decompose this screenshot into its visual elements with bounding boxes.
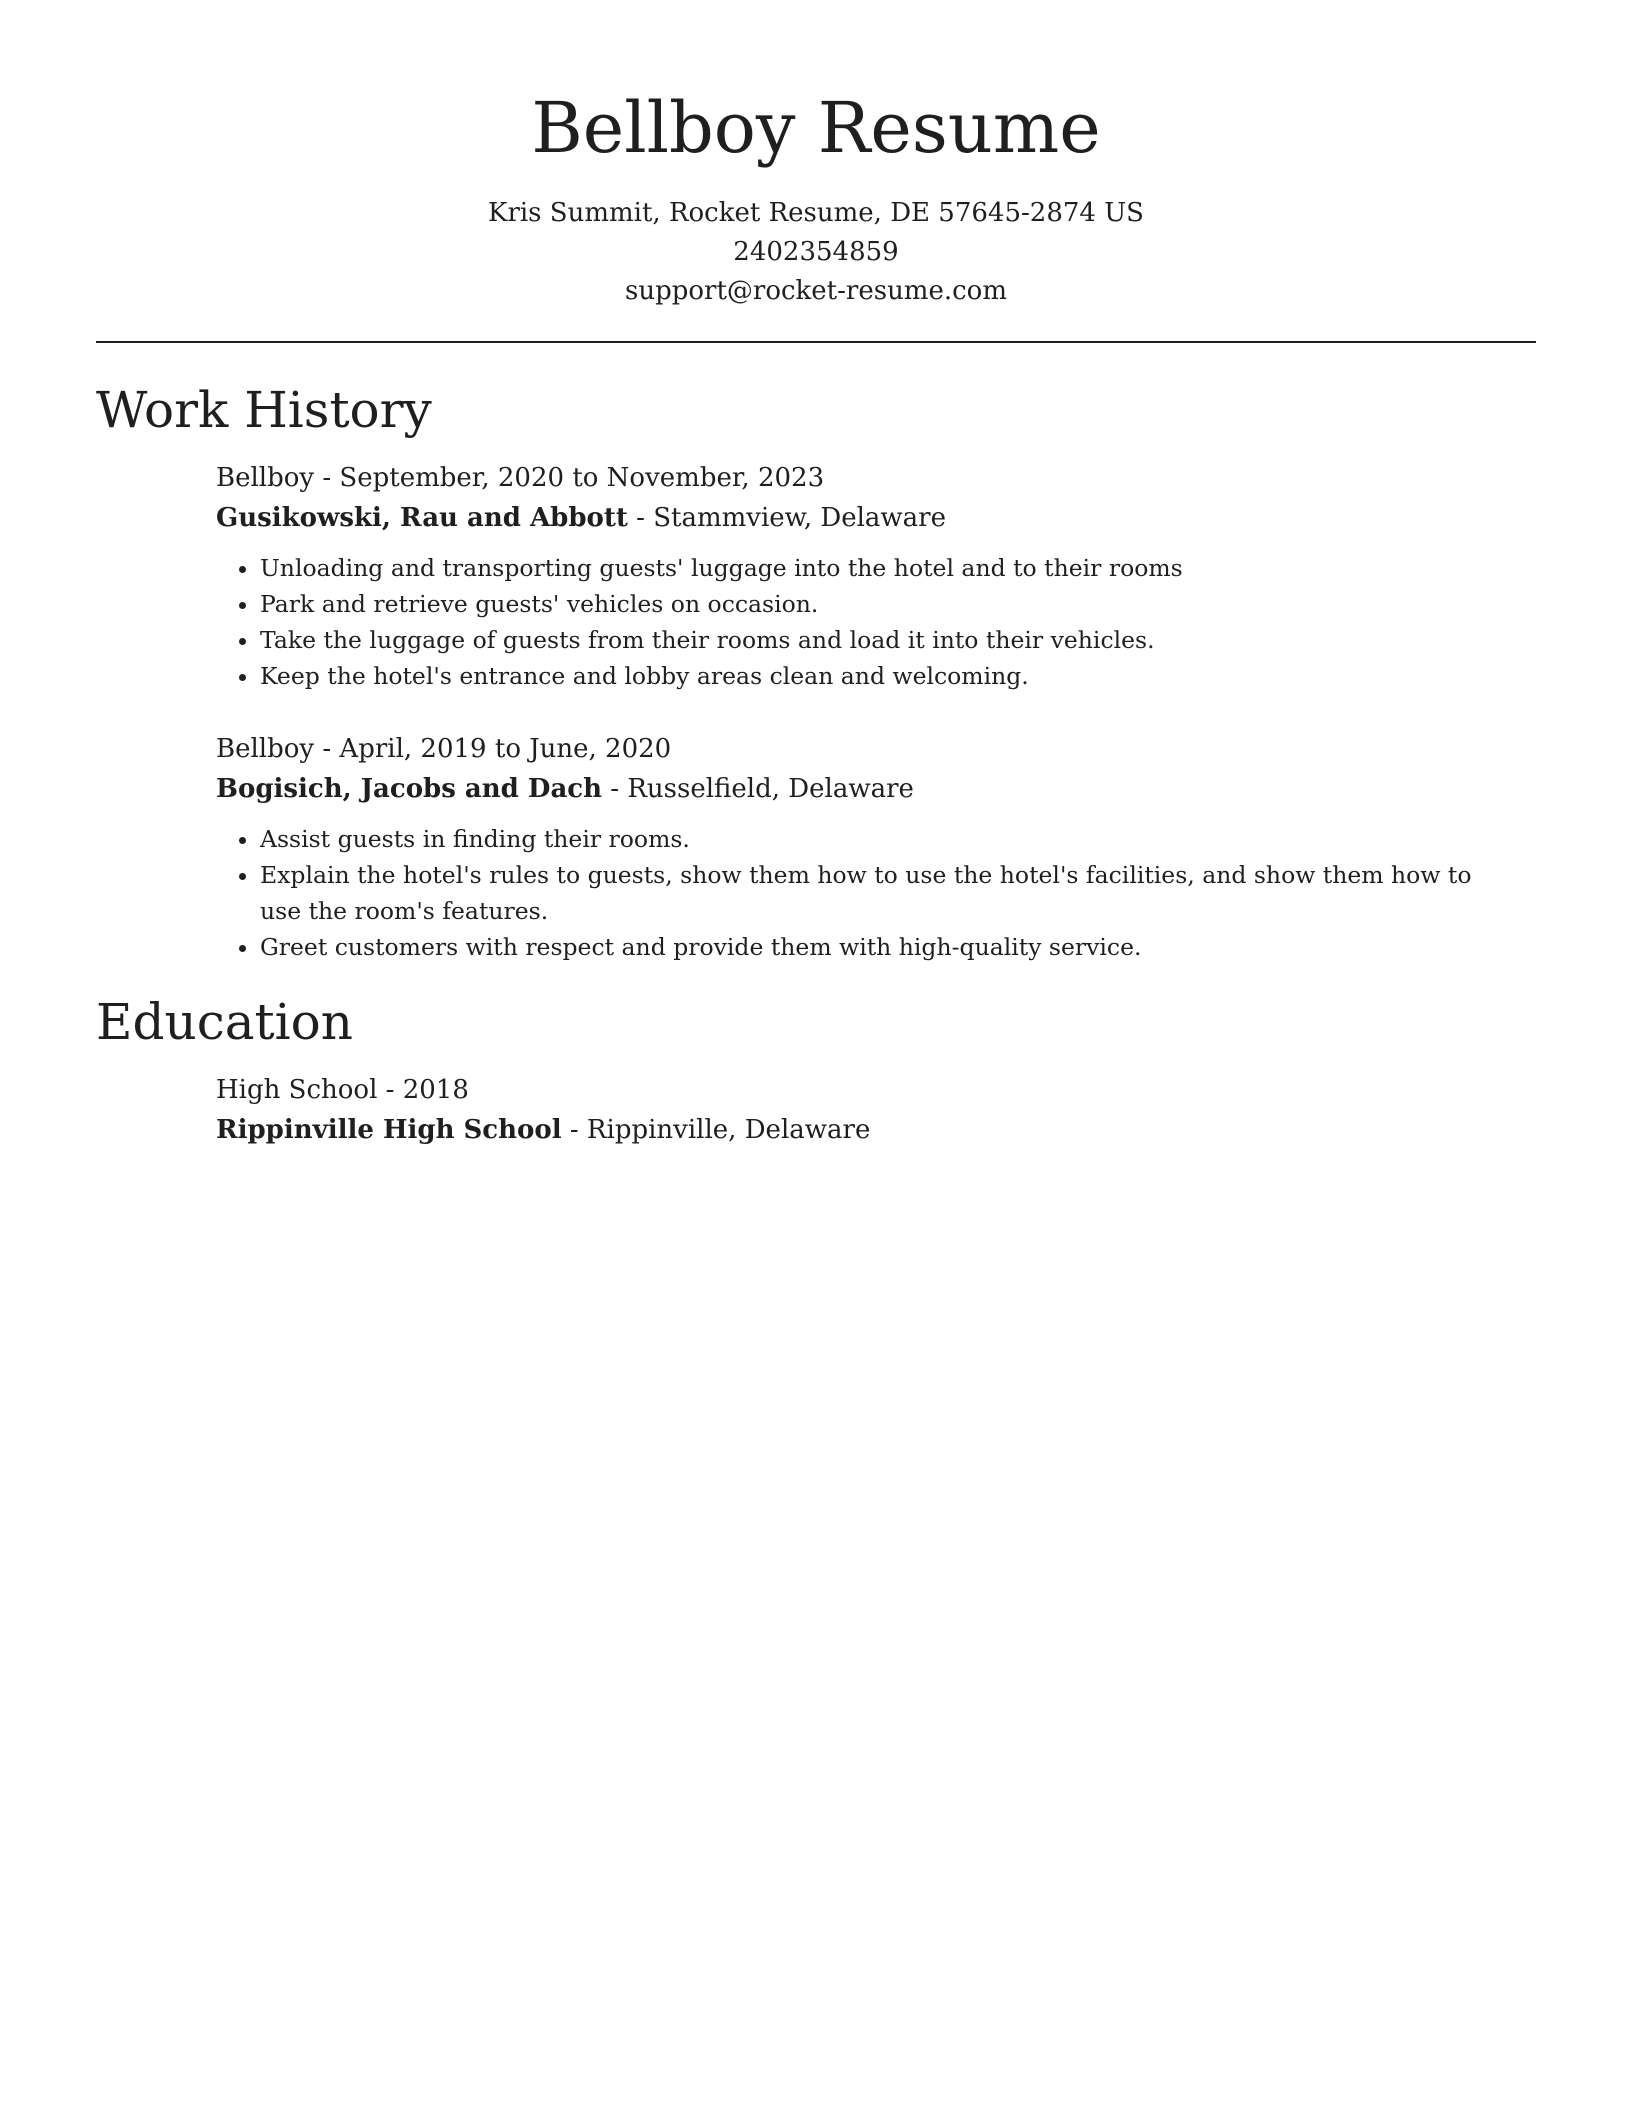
company-name: Bogisich, Jacobs and Dach [216,774,603,804]
degree-year: High School - 2018 [216,1075,469,1105]
job-title-dates: Bellboy - September, 2020 to November, 2023 [216,463,825,493]
page-title: Bellboy Resume [531,87,1101,169]
education-entry [216,1070,1516,1150]
contact-info [0,194,1632,311]
company-location: - Stammview, Delaware [627,503,946,533]
company-name: Gusikowski, Rau and Abbott [216,503,628,533]
header-divider [96,341,1536,343]
duty-item: • Explain the hotel's rules to guests, show them how to use the hotel's facilities, and show them how to use the room's features. [260,857,1516,929]
job-company-line [216,498,1516,538]
school-line [216,1110,1516,1150]
job-entry [216,729,1516,965]
duty-item: • Assist guests in finding their rooms. [260,821,1516,857]
education-heading: Education [96,993,353,1051]
resume-header [0,78,1632,311]
duty-item: • Unloading and transporting guests' luggage into the hotel and to their rooms [260,550,1516,586]
company-location: - Russelfield, Delaware [602,774,914,804]
job-entry [216,458,1516,694]
job-title-dates: Bellboy - April, 2019 to June, 2020 [216,734,672,764]
duty-item: • Take the luggage of guests from their rooms and load it into their vehicles. [260,622,1516,658]
job-duties-list [216,550,1516,694]
phone-text: 2402354859 [733,237,899,267]
duty-item: • Park and retrieve guests' vehicles on occasion. [260,586,1516,622]
duty-item: • Greet customers with respect and provide them with high-quality service. [260,929,1516,965]
duty-item: • Keep the hotel's entrance and lobby areas clean and welcoming. [260,658,1516,694]
email-text: support@rocket-resume.com [624,276,1007,306]
job-duties-list [216,821,1516,965]
school-name: Rippinville High School [216,1115,562,1145]
school-location: - Rippinville, Delaware [561,1115,871,1145]
job-company-line [216,769,1516,809]
address-text: Kris Summit, Rocket Resume, DE 57645-2874 US [488,198,1144,228]
work-history-heading: Work History [96,381,432,439]
